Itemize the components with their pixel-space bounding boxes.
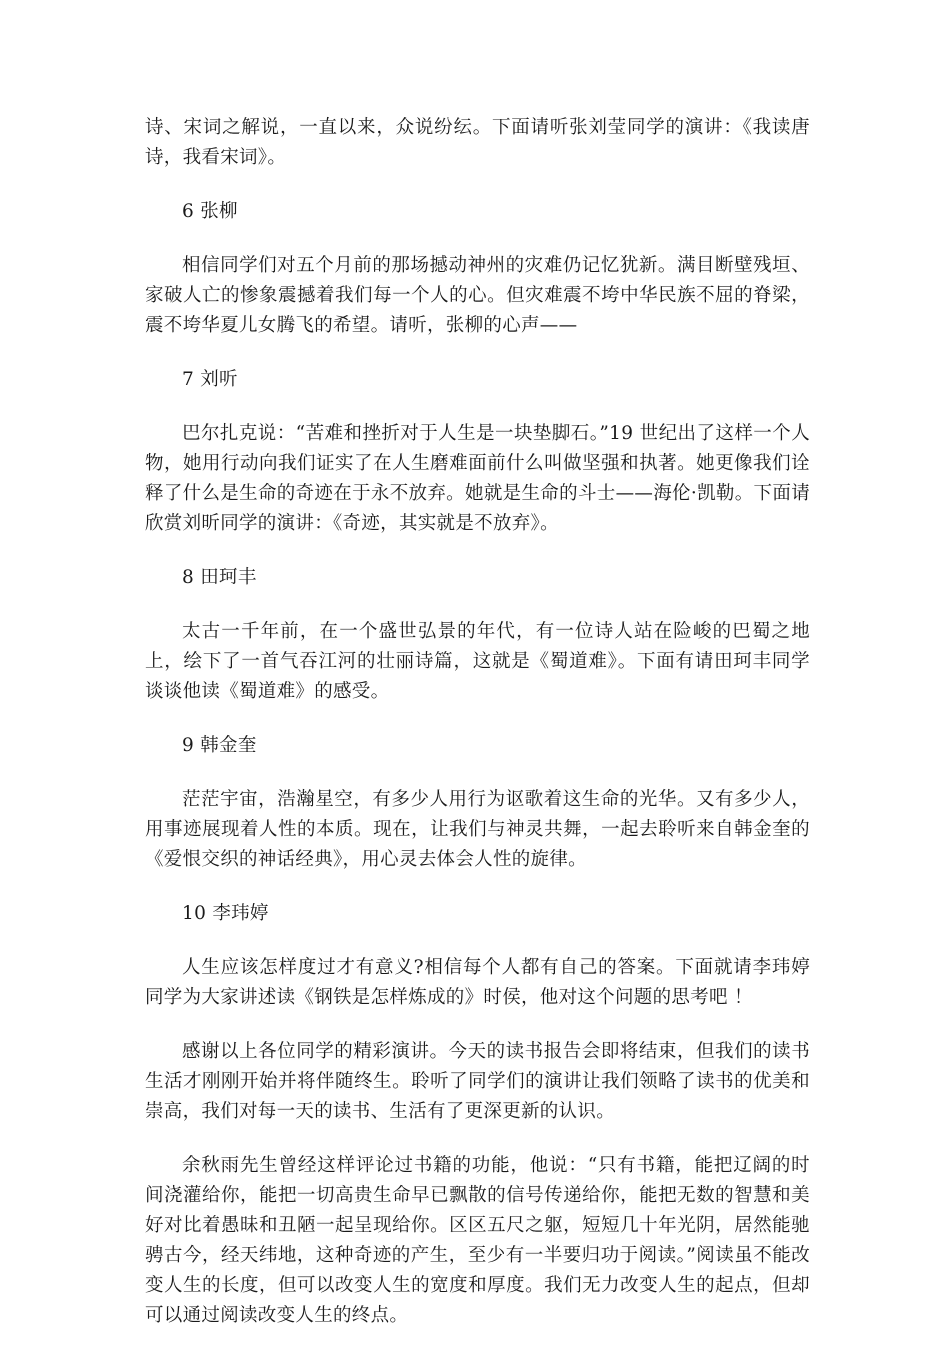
speaker-heading-10: 10 李玮婷 (182, 903, 269, 924)
paragraph-speaker-7: 巴尔扎克说：“苦难和挫折对于人生是一块垫脚石。”19 世纪出了这样一个人物，她用行动向我们证实了在人生磨难面前什么叫做坚强和执著。她更像我们诠释了什么是生命的奇迹在于永不放弃。她就是生命的斗士——海伦·凯勒。下面请欣赏刘昕同学的演讲：《奇迹，其实就是不放弃》。 (145, 423, 810, 534)
speaker-heading-6: 6 张柳 (182, 201, 238, 222)
paragraph-speaker-10: 人生应该怎样度过才有意义?相信每个人都有自己的答案。下面就请李玮婷同学为大家讲述读《钢铁是怎样炼成的》时侯，他对这个问题的思考吧 ！ (145, 957, 810, 1008)
paragraph-closing-quote: 余秋雨先生曾经这样评论过书籍的功能，他说：“只有书籍，能把辽阔的时间浇灌给你，能把一切高贵生命早已飘散的信号传递给你，能把无数的智慧和美好对比着愚昧和丑陋一起呈现给你。区区五尺之躯，短短几十年光阴，居然能驰骋古今，经天纬地，这种奇迹的产生，至少有一半要归功于阅读。”阅读虽不能改变人生的长度，但可以改变人生的宽度和厚度。我们无力改变人生的起点，但却可以通过阅读改变人生的终点。 (145, 1155, 810, 1326)
paragraph-speaker-6: 相信同学们对五个月前的那场撼动神州的灾难仍记忆犹新。满目断壁残垣、家破人亡的惨象震撼着我们每一个人的心。但灾难震不垮中华民族不屈的脊梁，震不垮华夏儿女腾飞的希望。请听，张柳的心声—— (145, 255, 810, 336)
paragraph-continued: 诗、宋词之解说，一直以来，众说纷纭。下面请听张刘莹同学的演讲：《我读唐诗，我看宋词》。 (145, 117, 810, 168)
document-body (145, 113, 810, 1355)
speaker-heading-8: 8 田珂丰 (182, 567, 257, 588)
paragraph-closing-thanks: 感谢以上各位同学的精彩演讲。今天的读书报告会即将结束，但我们的读书生活才刚刚开始并将伴随终生。聆听了同学们的演讲让我们领略了读书的优美和崇高，我们对每一天的读书、生活有了更深更新的认识。 (145, 1041, 810, 1122)
paragraph-speaker-8: 太古一千年前，在一个盛世弘景的年代，有一位诗人站在险峻的巴蜀之地上，绘下了一首气吞江河的壮丽诗篇，这就是《蜀道难》。下面有请田珂丰同学谈谈他读《蜀道难》的感受。 (145, 621, 810, 702)
paragraph-speaker-9: 茫茫宇宙，浩瀚星空，有多少人用行为讴歌着这生命的光华。又有多少人，用事迹展现着人性的本质。现在，让我们与神灵共舞，一起去聆听来自韩金奎的《爱恨交织的神话经典》，用心灵去体会人性的旋律。 (145, 789, 810, 870)
speaker-heading-9: 9 韩金奎 (182, 735, 257, 756)
speaker-heading-7: 7 刘听 (182, 369, 238, 390)
